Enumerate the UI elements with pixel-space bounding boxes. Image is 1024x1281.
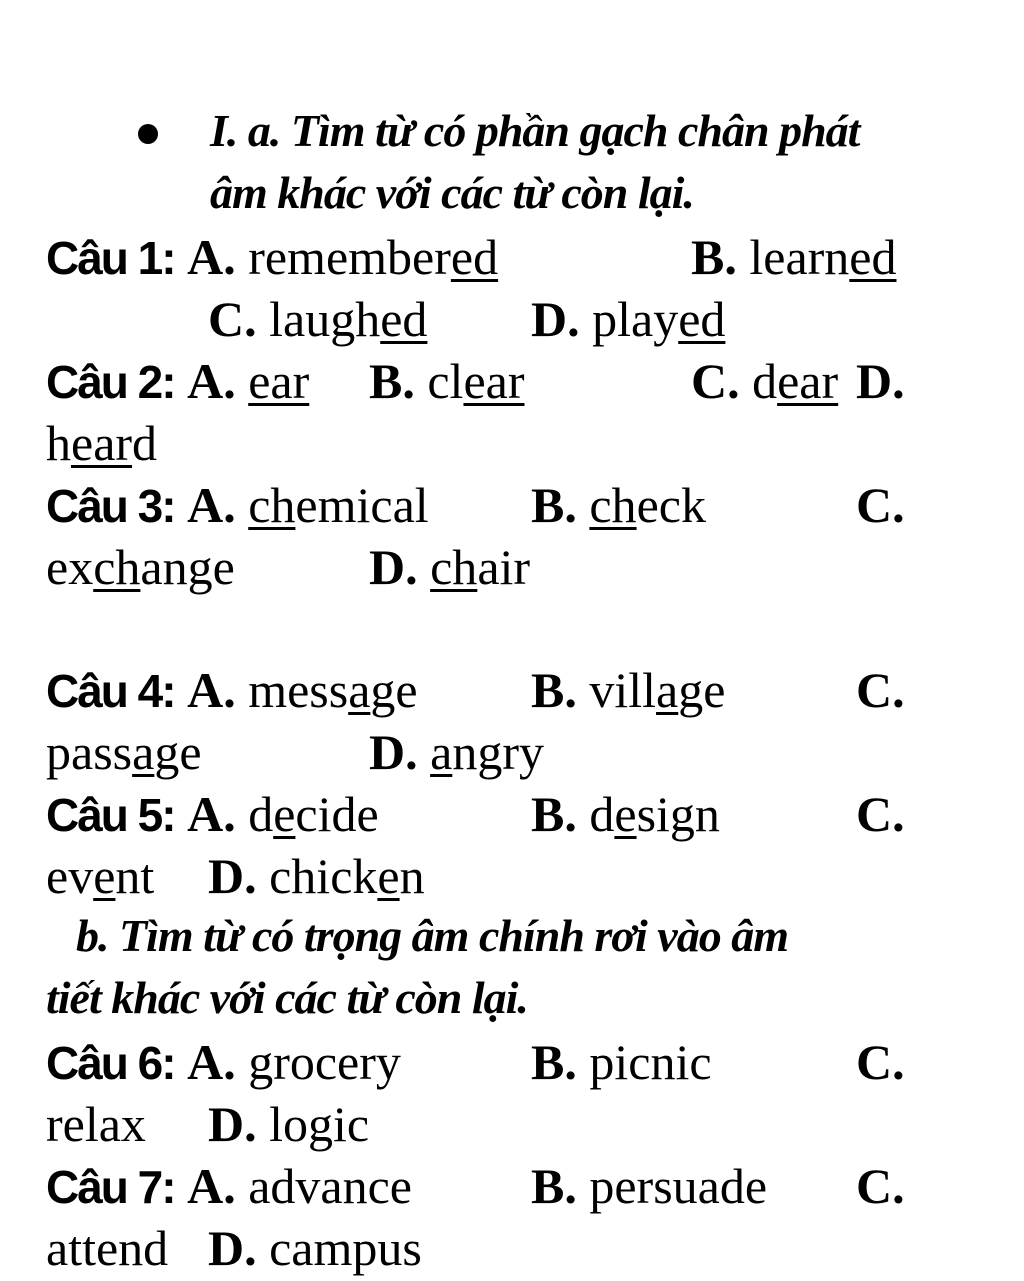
option-word: message	[248, 662, 418, 718]
option-word: advance	[248, 1158, 412, 1214]
option-letter: A.	[187, 662, 236, 718]
option-word: logic	[269, 1096, 370, 1152]
option-letter: B.	[531, 1158, 577, 1214]
option-letter: A.	[187, 353, 236, 409]
question-4-option-c-word: passage	[46, 724, 202, 780]
question-6	[46, 1034, 401, 1090]
option-word: grocery	[248, 1034, 401, 1090]
question-4-option-d	[369, 724, 544, 780]
question-2	[46, 353, 310, 409]
question-4	[46, 662, 418, 718]
section-a-heading-line1: I. a. Tìm từ có phần gạch chân phát	[210, 105, 860, 156]
section-a-heading-line2: âm khác với các từ còn lại.	[210, 167, 694, 218]
question-3-option-c-word: exchange	[46, 539, 235, 595]
question-4-option-b	[531, 662, 726, 718]
option-letter: A.	[187, 786, 236, 842]
question-5-option-c-word: event	[46, 848, 155, 904]
question-label: Câu 5:	[46, 789, 175, 841]
question-5	[46, 786, 379, 842]
option-word: laughed	[269, 291, 428, 347]
option-word: chicken	[269, 848, 425, 904]
option-word: learned	[749, 229, 897, 285]
question-label: Câu 7:	[46, 1161, 175, 1213]
question-6-option-d	[208, 1096, 370, 1152]
question-2-option-c	[691, 353, 839, 409]
section-b-heading-line1: b. Tìm từ có trọng âm chính rơi vào âm	[76, 910, 788, 961]
option-word: dear	[752, 353, 839, 409]
question-1	[46, 229, 499, 285]
option-letter: B.	[691, 229, 737, 285]
question-2-option-d-word: heard	[46, 415, 158, 471]
option-letter: A.	[187, 477, 236, 533]
option-letter: B.	[531, 477, 577, 533]
question-3-option-d	[369, 539, 531, 595]
question-label: Câu 6:	[46, 1037, 175, 1089]
question-2-option-b	[369, 353, 525, 409]
question-1-option-d	[531, 291, 726, 347]
question-4-option-c-letter: C.	[856, 662, 905, 718]
question-5-option-b	[531, 786, 720, 842]
option-letter: D.	[208, 1220, 257, 1276]
question-6-option-b	[531, 1034, 712, 1090]
question-6-option-c-word: relax	[46, 1096, 146, 1152]
option-word: remembered	[248, 229, 499, 285]
question-1-option-c	[208, 291, 428, 347]
option-word: decide	[248, 786, 379, 842]
question-3-option-c-letter: C.	[856, 477, 905, 533]
option-word: campus	[269, 1220, 422, 1276]
question-1-option-b	[691, 229, 897, 285]
option-word: chair	[430, 539, 531, 595]
option-letter: A.	[187, 1034, 236, 1090]
question-6-option-c-letter: C.	[856, 1034, 905, 1090]
option-letter: D.	[531, 291, 580, 347]
question-label: Câu 3:	[46, 480, 175, 532]
question-7-option-c-word: attend	[46, 1220, 169, 1276]
option-letter: D.	[208, 848, 257, 904]
question-7-option-d	[208, 1220, 422, 1276]
option-letter: D.	[208, 1096, 257, 1152]
question-5-option-d	[208, 848, 425, 904]
option-word: design	[589, 786, 720, 842]
option-word: village	[589, 662, 726, 718]
bullet-point	[138, 124, 158, 144]
option-letter: B.	[531, 662, 577, 718]
question-7-option-c-letter: C.	[856, 1158, 905, 1214]
option-letter: A.	[187, 229, 236, 285]
option-word: picnic	[589, 1034, 712, 1090]
option-letter: B.	[531, 786, 577, 842]
question-5-option-c-letter: C.	[856, 786, 905, 842]
question-2-option-d-letter: D.	[856, 353, 905, 409]
option-word: angry	[430, 724, 544, 780]
option-word: ear	[248, 353, 310, 409]
option-word: persuade	[589, 1158, 768, 1214]
option-word: chemical	[248, 477, 429, 533]
option-letter: D.	[369, 539, 418, 595]
question-7	[46, 1158, 412, 1214]
question-3	[46, 477, 429, 533]
question-label: Câu 1:	[46, 232, 175, 284]
option-word: check	[589, 477, 706, 533]
option-letter: C.	[208, 291, 257, 347]
option-letter: B.	[369, 353, 415, 409]
question-7-option-b	[531, 1158, 768, 1214]
option-letter: B.	[531, 1034, 577, 1090]
question-3-option-b	[531, 477, 706, 533]
question-label: Câu 4:	[46, 665, 175, 717]
option-letter: A.	[187, 1158, 236, 1214]
option-word: played	[592, 291, 726, 347]
option-word: clear	[427, 353, 525, 409]
question-label: Câu 2:	[46, 356, 175, 408]
option-letter: C.	[691, 353, 740, 409]
section-b-heading-line2: tiết khác với các từ còn lại.	[46, 972, 528, 1023]
option-letter: D.	[369, 724, 418, 780]
